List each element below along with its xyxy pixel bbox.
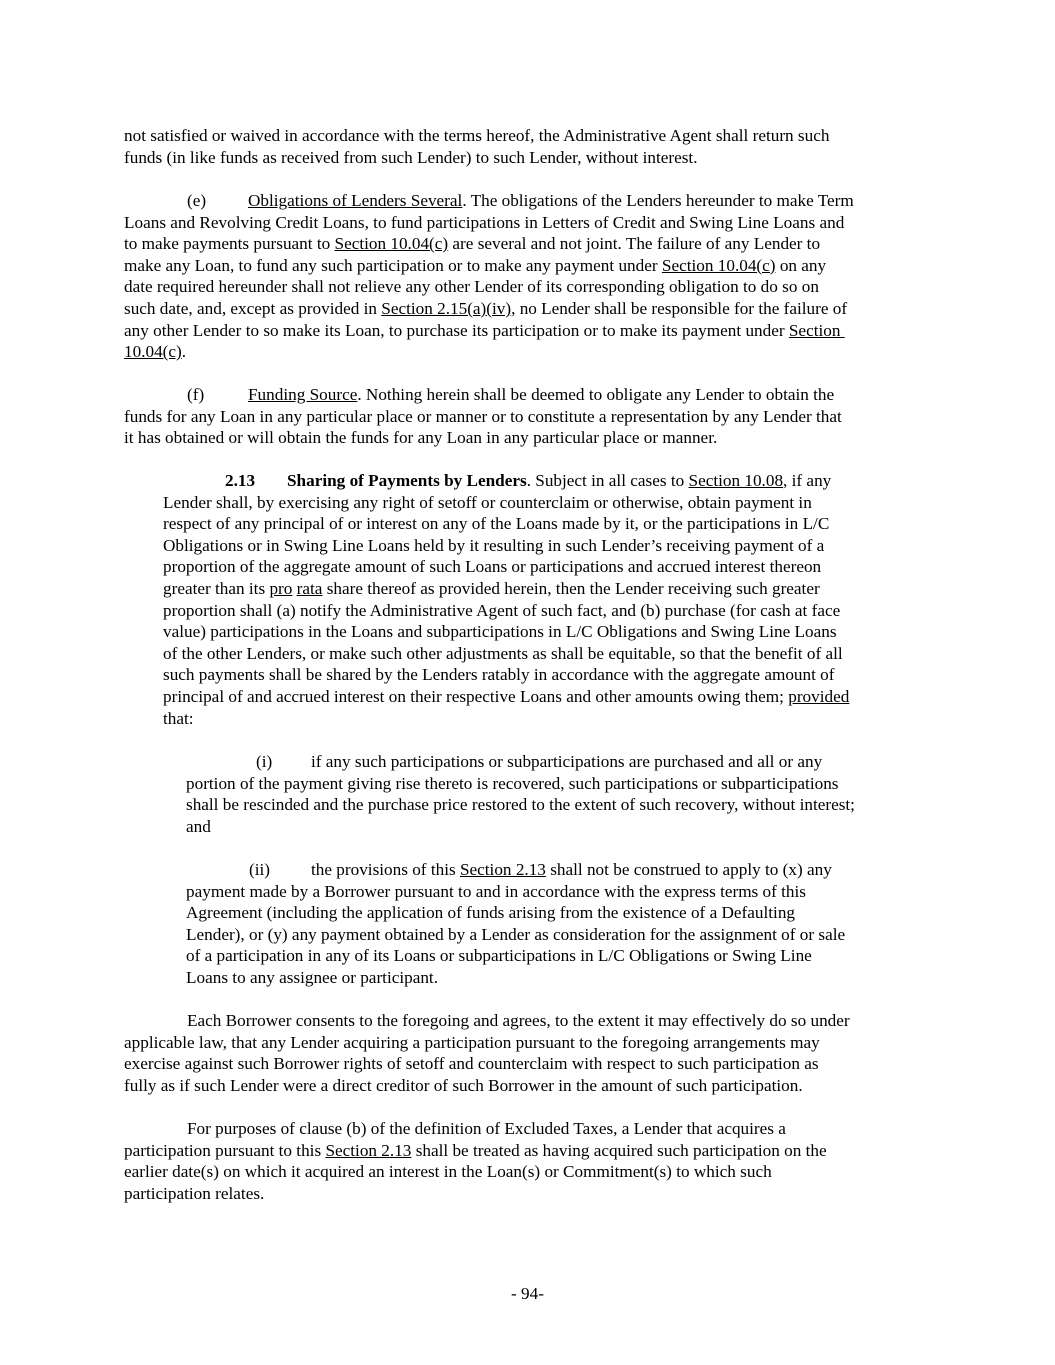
text-line: (ii) the provisions of this Section 2.13 shall not be construed to apply to (x) any: [249, 860, 832, 879]
text-line: make any Loan, to fund any such participation or to make any payment under Section 10.04(c) on any: [124, 255, 827, 275]
text-line: such date, and, except as provided in Section 2.15(a)(iv), no Lender shall be responsible for the failure of: [124, 298, 848, 318]
section-heading-line: 2.13 Sharing of Payments by Lenders. Subject in all cases to Section 10.08, if any: [225, 471, 832, 490]
paragraph-consent: [124, 1010, 850, 1096]
text-line: earlier date(s) on which it acquired an interest in the Loan(s) or Commitment(s) to which such: [124, 1162, 772, 1182]
item-ii: [186, 859, 845, 989]
pro-term: pro: [269, 578, 293, 598]
text-line: of the other Lenders, or make such other adjustments as shall be equitable, so that the benefit of all: [163, 643, 843, 663]
paragraph-continuation: [124, 125, 829, 168]
text-line: respect of any principal of or interest on any of the Loans made by it, or the participations in L/C: [163, 514, 830, 534]
text-line: applicable law, that any Lender acquiring a participation pursuant to the foregoing arrangements may: [124, 1032, 820, 1052]
paragraph-purposes: [124, 1118, 827, 1204]
rata-term: rata: [296, 578, 323, 598]
text-line: of a participation in any of its Loans or subparticipations in L/C Obligations or Swing Line: [186, 946, 812, 966]
page-number: - 94-: [511, 1284, 544, 1303]
clause-heading: Funding Source: [248, 385, 358, 404]
text-line: date required hereunder shall not relieve any other Lender of its corresponding obligation to do so on: [124, 277, 819, 297]
text-line: Loans to any assignee or participant.: [186, 967, 439, 987]
paragraph-e: [124, 190, 854, 363]
text-line: Lender shall, by exercising any right of setoff or counterclaim or otherwise, obtain payment in: [163, 492, 812, 512]
section-reference: Section 10.04(c): [661, 255, 776, 275]
item-i: [186, 751, 855, 837]
section-title: Sharing of Payments by Lenders: [287, 471, 527, 490]
clause-label: (e): [187, 191, 207, 210]
section-reference: Section 2.13: [325, 1140, 412, 1160]
text-line: any other Lender to so make its Loan, to purchase its participation or to make its payment under Section: [124, 320, 845, 340]
section-reference: Section 10.04(c): [334, 234, 449, 254]
section-reference: 10.04(c): [124, 342, 182, 362]
text-line: participation pursuant to this Section 2.13 shall be treated as having acquired such participation on the: [124, 1140, 827, 1160]
text-line: value) participations in the Loans and subparticipations in L/C Obligations and Swing Line Loans: [163, 622, 837, 642]
text-line: (e) Obligations of Lenders Several. The obligations of the Lenders hereunder to make Term: [187, 191, 854, 210]
section-number: 2.13: [225, 471, 256, 490]
provided-term: provided: [788, 686, 850, 706]
text-line: funds for any Loan in any particular place or manner or to constitute a representation by any Lender that: [124, 406, 842, 426]
section-reference: Section: [788, 320, 845, 340]
section-2-13: [163, 470, 849, 729]
text-line: funds (in like funds as received from such Lender) to such Lender, without interest.: [124, 147, 698, 167]
text-line: such payments shall be shared by the Lenders ratably in accordance with the aggregate amount of: [163, 665, 835, 685]
text-line: Loans and Revolving Credit Loans, to fund participations in Letters of Credit and Swing Line Loans and: [124, 212, 845, 232]
text-line: portion of the payment giving rise thereto is recovered, such participations or subparticipations: [186, 773, 839, 793]
text-line: it has obtained or will obtain the funds for any Loan in any particular place or manner.: [124, 428, 718, 448]
text-line: (i) if any such participations or subparticipations are purchased and all or any: [256, 752, 823, 771]
text-line: payment made by a Borrower pursuant to and in accordance with the express terms of this: [186, 881, 806, 901]
text-line: that:: [163, 708, 194, 728]
item-label: (ii): [249, 860, 270, 879]
section-reference: Section 2.13: [459, 860, 546, 879]
clause-label: (f): [187, 385, 205, 404]
text-line: exercise against such Borrower rights of setoff and counterclaim with respect to such participation as: [124, 1054, 819, 1074]
text-line: shall be rescinded and the purchase price restored to the extent of such recovery, without interest;: [186, 795, 855, 815]
text-line: greater than its pro rata share thereof as provided herein, then the Lender receiving such greater: [163, 578, 820, 598]
clause-heading: Obligations of Lenders Several: [248, 191, 463, 210]
paragraph-f: [124, 384, 842, 449]
text-line: proportion shall (a) notify the Administrative Agent of such fact, and (b) purchase (for cash at face: [163, 600, 841, 620]
text-line: Each Borrower consents to the foregoing and agrees, to the extent it may effectively do so under: [187, 1011, 850, 1030]
text-line: Lender), or (y) any payment obtained by a Lender as consideration for the assignment of or sale: [186, 924, 846, 944]
text-line: fully as if such Lender were a direct creditor of such Borrower in the amount of such participation.: [124, 1075, 803, 1095]
text-line: principal of and accrued interest on their respective Loans and other amounts owing them; provided: [163, 686, 850, 706]
section-reference: Section 2.15(a)(iv): [381, 298, 512, 318]
text-line: 10.04(c).: [124, 342, 187, 362]
section-reference: Section 10.08: [688, 471, 784, 490]
text-line: to make payments pursuant to Section 10.04(c) are several and not joint. The failure of any Lender to: [124, 234, 821, 254]
text-line: and: [186, 816, 211, 836]
text-line: (f) Funding Source. Nothing herein shall be deemed to obligate any Lender to obtain the: [187, 385, 835, 404]
text-line: participation relates.: [124, 1183, 265, 1203]
text-line: proportion of the aggregate amount of such Loans or participations and accrued interest thereon: [163, 557, 822, 577]
text-line: not satisfied or waived in accordance with the terms hereof, the Administrative Agent shall return such: [124, 126, 830, 145]
item-label: (i): [256, 752, 273, 771]
text-line: For purposes of clause (b) of the definition of Excluded Taxes, a Lender that acquires a: [187, 1119, 786, 1138]
text-line: Agreement (including the application of funds arising from the existence of a Defaulting: [186, 903, 796, 923]
text-line: Obligations or in Swing Line Loans held by it resulting in such Lender’s receiving payment of a: [163, 535, 825, 555]
